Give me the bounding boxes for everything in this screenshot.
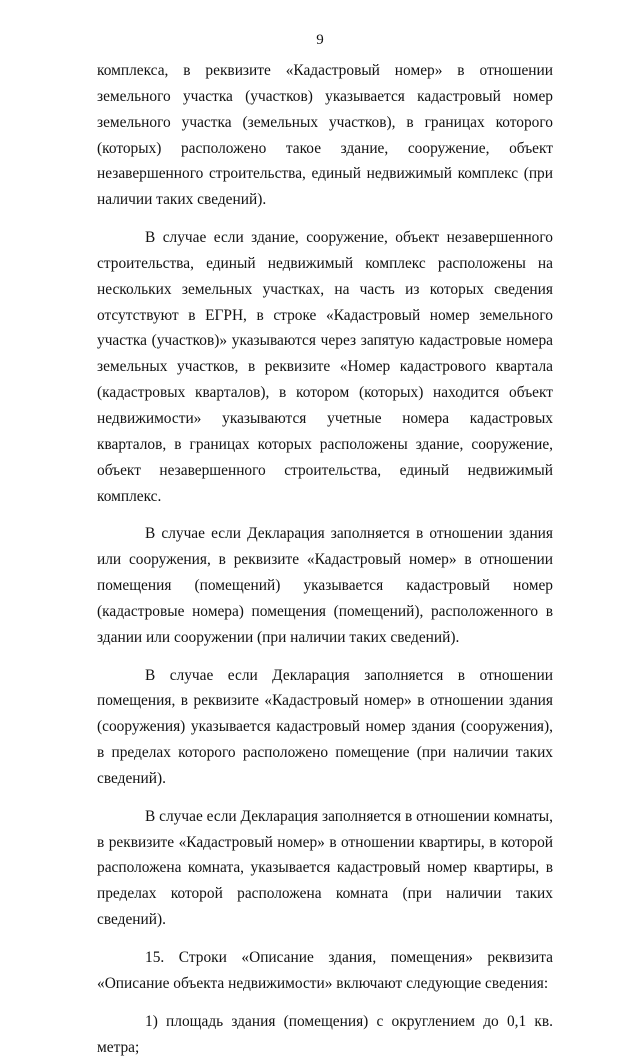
paragraph: 1) площадь здания (помещения) с округлением до 0,1 кв. метра; [97, 1012, 553, 1056]
paragraph: В случае если Декларация заполняется в отношении здания или сооружения, в реквизите «Кадастровый номер» в отношении помещения (помещений) указывается кадастровый номер (кадастровые номера) помещения (помещений), расположенного в здании или сооружении (при наличии таких сведений). [97, 525, 553, 646]
paragraph: комплекса, в реквизите «Кадастровый номер» в отношении земельного участка (участков) указывается кадастровый номер земельного участка (земельных участков), в границах которого (которых) расположено такое здание, сооружение, объект незавершенного строительства, единый недвижимый комплекс (при наличии таких сведений). [97, 62, 553, 209]
paragraph: В случае если Декларация заполняется в отношении комнаты, в реквизите «Кадастровый номер» в отношении квартиры, в которой расположена комната, указывается кадастровый номер квартиры, в пределах которой расположена комната (при наличии таких сведений). [97, 807, 553, 929]
document-body [97, 58, 553, 1060]
paragraph: 15. Строки «Описание здания, помещения» реквизита «Описание объекта недвижимости» включают следующие сведения: [97, 949, 553, 992]
paragraph: В случае если Декларация заполняется в отношении помещения, в реквизите «Кадастровый номер» в отношении здания (сооружения) указывается кадастровый номер здания (сооружения), в пределах которого расположено помещение (при наличии таких сведений). [97, 666, 553, 787]
page-number: 9 [316, 32, 324, 48]
paragraph: В случае если здание, сооружение, объект незавершенного строительства, единый недвижимый комплекс расположены на нескольких земельных участках, на часть из которых сведения отсутствуют в ЕГРН, в строке «Кадастровый номер земельного участка (участков)» указываются через запятую кадастровые номера земельных участков, в реквизите «Номер кадастрового квартала (кадастровых кварталов), в котором (которых) находится объект недвижимости» указываются учетные номера кадастровых кварталов, в границах которых расположены здание, сооружение, объект незавершенного строительства, единый недвижимый комплекс. [97, 229, 553, 505]
